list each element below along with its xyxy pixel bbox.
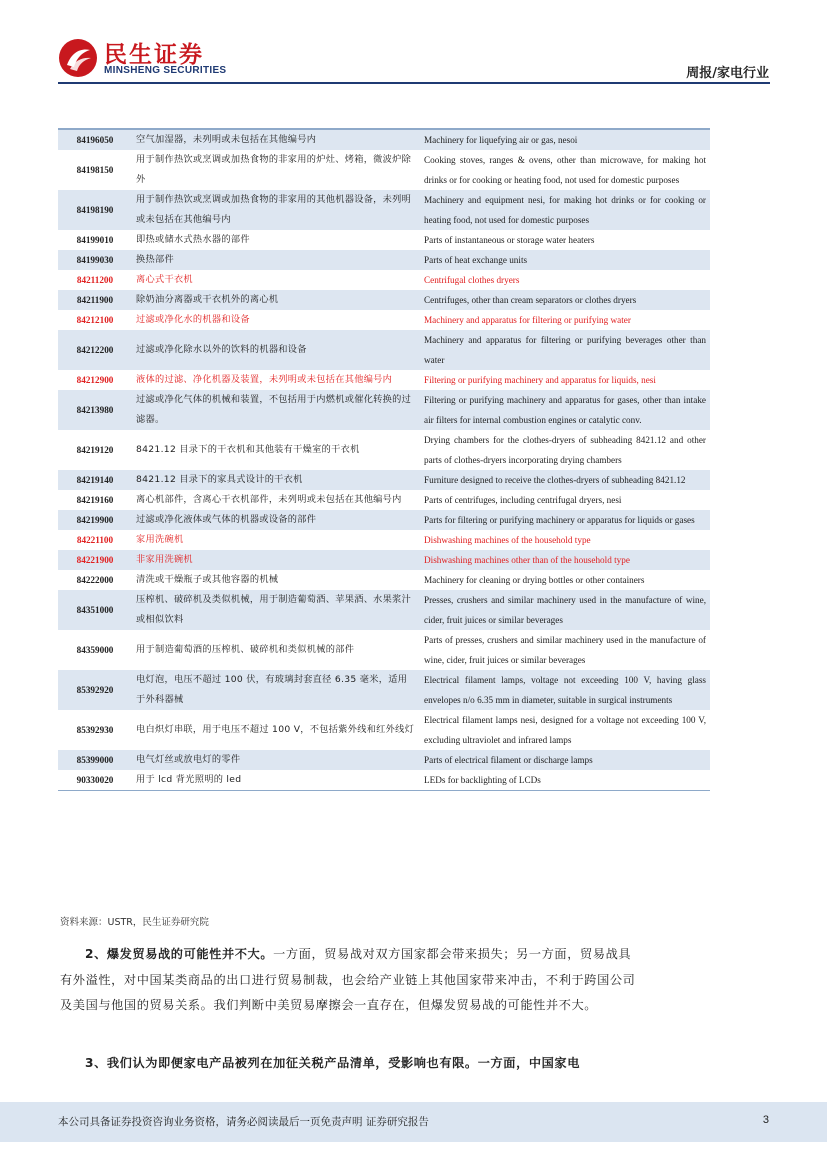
table-row (58, 330, 710, 370)
tariff-product-table (58, 128, 710, 791)
hs-code-cell: 84211900 (58, 290, 132, 310)
table-row (58, 230, 710, 250)
hs-code-cell: 84219900 (58, 510, 132, 530)
english-description-cell: Parts of centrifuges, including centrifugal dryers, nesi (420, 490, 710, 510)
chinese-description-cell: 换热部件 (132, 250, 420, 270)
chinese-description-cell: 用于制作热饮或烹调或加热食物的非家用的其他机器设备，未列明或未包括在其他编号内 (132, 190, 420, 230)
english-description-cell: Parts of instantaneous or storage water heaters (420, 230, 710, 250)
chinese-description-cell: 8421.12 目录下的干衣机和其他装有干燥室的干衣机 (132, 430, 420, 470)
table-row (58, 250, 710, 270)
chinese-description-cell: 过滤或净化气体的机械和装置，不包括用于内燃机或催化转换的过滤器。 (132, 390, 420, 430)
english-description-cell: Machinery for liquefying air or gas, nesoi (420, 129, 710, 150)
chinese-description-cell: 用于制作热饮或烹调或加热食物的非家用的炉灶、烤箱，微波炉除外 (132, 150, 420, 190)
hs-code-cell: 84219160 (58, 490, 132, 510)
hs-code-cell: 84213980 (58, 390, 132, 430)
english-description-cell: Electrical filament lamps, voltage not exceeding 100 V, having glass envelopes n/o 6.35 mm in diameter, suitable in surgical instruments (420, 670, 710, 710)
page-number: 3 (762, 1114, 769, 1126)
english-description-cell: LEDs for backlighting of LCDs (420, 770, 710, 791)
chinese-description-cell: 离心式干衣机 (132, 270, 420, 290)
english-description-cell: Centrifugal clothes dryers (420, 270, 710, 290)
table-row (58, 390, 710, 430)
chinese-description-cell: 用于 lcd 背光照明的 led (132, 770, 420, 791)
hs-code-cell: 84351000 (58, 590, 132, 630)
table-row (58, 530, 710, 550)
chinese-description-cell: 压榨机、破碎机及类似机械，用于制造葡萄酒、苹果酒、水果浆汁或相似饮料 (132, 590, 420, 630)
table-row (58, 370, 710, 390)
english-description-cell: Machinery for cleaning or drying bottles or other containers (420, 570, 710, 590)
footer-disclaimer: 本公司具备证券投资咨询业务资格，请务必阅读最后一页免责声明 证券研究报告 (58, 1116, 429, 1128)
table-row (58, 490, 710, 510)
hs-code-cell: 84219140 (58, 470, 132, 490)
hs-code-cell: 84219120 (58, 430, 132, 470)
english-description-cell: Parts of presses, crushers and similar machinery used in the manufacture of wine, cider, fruit juices or similar beverages (420, 630, 710, 670)
table-row (58, 190, 710, 230)
page-header (0, 0, 827, 90)
chinese-description-cell: 电灯泡，电压不超过 100 伏，有玻璃封套直径 6.35 毫米，适用于外科器械 (132, 670, 420, 710)
paragraph-trade-war (60, 942, 640, 1019)
report-type-label: 周报/家电行业 (686, 66, 769, 81)
hs-code-cell: 84221100 (58, 530, 132, 550)
chinese-description-cell: 即热或储水式热水器的部件 (132, 230, 420, 250)
table-row (58, 470, 710, 490)
chinese-description-cell: 过滤或净化除水以外的饮料的机器和设备 (132, 330, 420, 370)
hs-code-cell: 84359000 (58, 630, 132, 670)
paragraph-body: 一方面，贸易战对双方国家都会带来损失；另一方面，贸易战具有外溢性，对中国某类商品的出口进行贸易制裁，也会给产业链上其他国家带来冲击，不利于跨国公司及美国与他国的贸易关系。我们判断中美贸易摩擦会一直存在，但爆发贸易战的可能性并不大。 (60, 947, 636, 1012)
table-row (58, 630, 710, 670)
english-description-cell: Machinery and apparatus for filtering or purifying water (420, 310, 710, 330)
english-description-cell: Dishwashing machines other than of the household type (420, 550, 710, 570)
english-description-cell: Filtering or purifying machinery and apparatus for liquids, nesi (420, 370, 710, 390)
table-row (58, 129, 710, 150)
hs-code-cell: 84199010 (58, 230, 132, 250)
english-description-cell: Parts for filtering or purifying machinery or apparatus for liquids or gases (420, 510, 710, 530)
paragraph-heading: 2、爆发贸易战的可能性并不大。 (85, 947, 274, 961)
english-description-cell: Centrifuges, other than cream separators or clothes dryers (420, 290, 710, 310)
table-row (58, 290, 710, 310)
chinese-description-cell: 液体的过滤、净化机器及装置，未列明或未包括在其他编号内 (132, 370, 420, 390)
hs-code-cell: 84199030 (58, 250, 132, 270)
english-description-cell: Parts of electrical filament or discharge lamps (420, 750, 710, 770)
hs-code-cell: 85399000 (58, 750, 132, 770)
table-row (58, 270, 710, 290)
hs-code-cell: 84196050 (58, 129, 132, 150)
chinese-description-cell: 8421.12 目录下的家具式设计的干衣机 (132, 470, 420, 490)
paragraph-heading: 3、我们认为即便家电产品被列在加征关税产品清单，受影响也有限。一方面，中国家电 (85, 1056, 581, 1070)
hs-code-cell: 85392920 (58, 670, 132, 710)
english-description-cell: Parts of heat exchange units (420, 250, 710, 270)
chinese-description-cell: 离心机部件，含离心干衣机部件，未列明或未包括在其他编号内 (132, 490, 420, 510)
hs-code-cell: 84212100 (58, 310, 132, 330)
hs-code-cell: 84221900 (58, 550, 132, 570)
hs-code-cell: 84222000 (58, 570, 132, 590)
hs-code-cell: 84198150 (58, 150, 132, 190)
hs-code-cell: 84198190 (58, 190, 132, 230)
english-description-cell: Dishwashing machines of the household type (420, 530, 710, 550)
table-row (58, 570, 710, 590)
english-description-cell: Machinery and equipment nesi, for making hot drinks or for cooking or heating food, not used for domestic purposes (420, 190, 710, 230)
chinese-description-cell: 非家用洗碗机 (132, 550, 420, 570)
english-description-cell: Filtering or purifying machinery and apparatus for gases, other than intake air filters for internal combustion engines or catalytic conv. (420, 390, 710, 430)
table-row (58, 310, 710, 330)
page-footer (0, 1102, 827, 1142)
table-row (58, 430, 710, 470)
paragraph-impact (60, 1051, 640, 1077)
brand-name-en: MINSHENG SECURITIES (104, 65, 227, 76)
table-row (58, 770, 710, 791)
hs-code-cell: 84212200 (58, 330, 132, 370)
chinese-description-cell: 电气灯丝或放电灯的零件 (132, 750, 420, 770)
table-row (58, 590, 710, 630)
table-row (58, 510, 710, 530)
chinese-description-cell: 清洗或干燥瓶子或其他容器的机械 (132, 570, 420, 590)
table-row (58, 710, 710, 750)
chinese-description-cell: 过滤或净化水的机器和设备 (132, 310, 420, 330)
hs-code-cell: 84211200 (58, 270, 132, 290)
english-description-cell: Furniture designed to receive the clothes-dryers of subheading 8421.12 (420, 470, 710, 490)
english-description-cell: Presses, crushers and similar machinery used in the manufacture of wine, cider, fruit juices or similar beverages (420, 590, 710, 630)
table-row (58, 550, 710, 570)
english-description-cell: Electrical filament lamps nesi, designed for a voltage not exceeding 100 V, excluding ultraviolet and infrared lamps (420, 710, 710, 750)
hs-code-cell: 85392930 (58, 710, 132, 750)
hs-code-cell: 84212900 (58, 370, 132, 390)
chinese-description-cell: 家用洗碗机 (132, 530, 420, 550)
chinese-description-cell: 电白炽灯串联，用于电压不超过 100 V，不包括紫外线和红外线灯 (132, 710, 420, 750)
table-row (58, 750, 710, 770)
chinese-description-cell: 过滤或净化液体或气体的机器或设备的部件 (132, 510, 420, 530)
chinese-description-cell: 空气加湿器，未列明或未包括在其他编号内 (132, 129, 420, 150)
english-description-cell: Cooking stoves, ranges & ovens, other than microwave, for making hot drinks or for cooking or heating food, not used for domestic purposes (420, 150, 710, 190)
chinese-description-cell: 除奶油分离器或干衣机外的离心机 (132, 290, 420, 310)
header-divider (58, 82, 770, 84)
minsheng-logo-icon (58, 38, 98, 78)
table-row (58, 150, 710, 190)
english-description-cell: Machinery and apparatus for filtering or purifying beverages other than water (420, 330, 710, 370)
hs-code-cell: 90330020 (58, 770, 132, 791)
chinese-description-cell: 用于制造葡萄酒的压榨机、破碎机和类似机械的部件 (132, 630, 420, 670)
brand-name-cn: 民生证券 (104, 42, 204, 68)
source-note: 资料来源：USTR，民生证券研究院 (60, 917, 209, 928)
english-description-cell: Drying chambers for the clothes-dryers of subheading 8421.12 and other parts of clothes-dryers incorporating drying chambers (420, 430, 710, 470)
table-row (58, 670, 710, 710)
